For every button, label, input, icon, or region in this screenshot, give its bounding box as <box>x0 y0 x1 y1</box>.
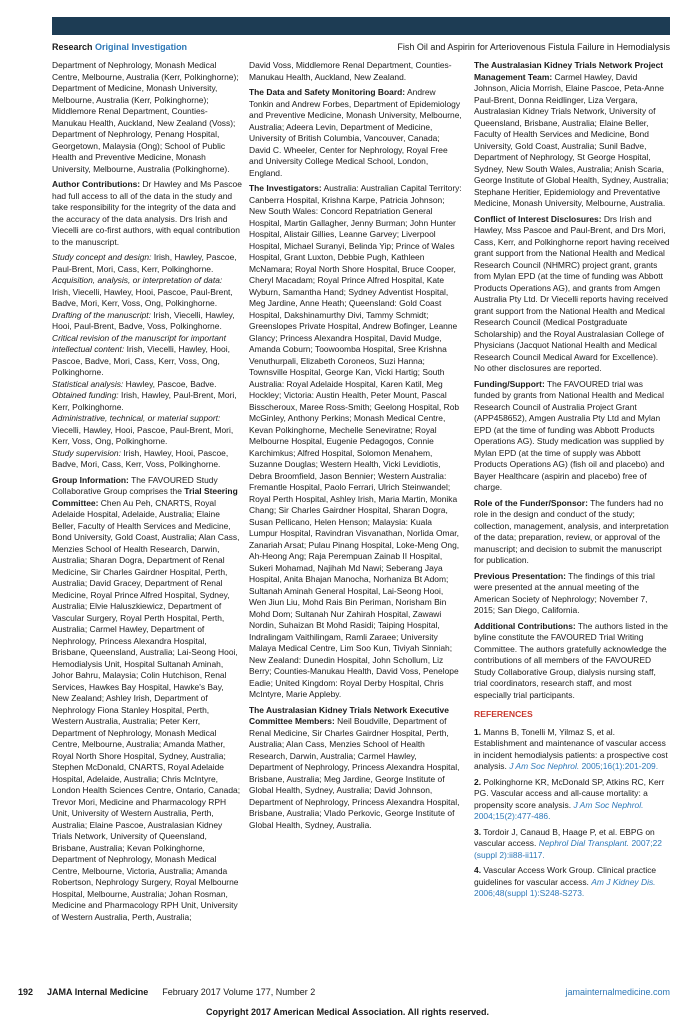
additional-contributions-section: Additional Contributions: The authors listed in the byline constitute the FAVOURED Trial Writing Committee. The authors gratefully acknowledge the contributions of all members of the FAVOURED Study Collaborative Group, dialysis nursing staff, trial coordinators, research staff, and most especially trial participants. <box>474 620 668 700</box>
author-contributions: Author Contributions: Dr Hawley and Ms Pascoe had full access to all of the data in the study and take responsibility for the integrity of the data and the accuracy of the data analysis. Drs Irish and Viecelli are co-first authors, with equal contribution to the manuscript. <box>52 179 242 247</box>
contribution-item: Study supervision: Irish, Hawley, Hooi, Pascoe, Badve, Mori, Cass, Kerr, Voss, Polkinghorne. <box>52 447 229 469</box>
journal-link[interactable]: J Am Soc Nephrol. <box>573 799 644 810</box>
column-1 <box>52 60 242 927</box>
investigators-section: The Investigators: Australia: Australian Capital Territory: Canberra Hospital, Krishna Karpe, Patricia Johnson; New South Wales: Concord Repatriation General Hospital, Martin Gallagher, Jenny Burman; John Hunter Hospital, Alistair Gillies, Leanne Garvey; Liverpool Hospital, Michael Suranyi, Belinda Yip; Prince of Wales Hospital, Grant Luxton, Debbie Pugh, Kathleen McNamara; Royal North Shore Hospital, Bruce Cooper, Cheryl Macadam; Royal Prince Alfred Hospital, Kate Wyburn, Samantha Hand; Sydney Adventist Hospital, Meg Jardine, Anne Heath; Queensland: Gold Coast Hospital, Dakshinamurthy Divi, Tammy Schmidt; Greenslopes Private Hospital, Andrew Bofinger, Leanne Glancy; Princess Alexandra Hospital, David Mudge, Amanda Coburn; Toowoomba Hospital, Sree Krishna Venuthurpali, Elizabeth Coroneos, Suzi Hanna; Townsville Hospital, George Kan, Vicki Hartig; South Australia: Royal Adelaide Hospital, Karen Katil, Meg Hockley; Victoria: Austin Health, Peter Mount, Pascal Bisscheroux, Maree Ross-Smith; Geelong Hospital, Rob McGinley, Anthony Perkins; Monash Medical Centre, Kevan Polkinghorne, Mechelle Seneviratne; Royal Melbourne Hospital, Eugenie Pedagogos, Connie Karchimkus; Alfred Hospital, Solomon Menahem, Suzanne Douglas; Western Health, Vicki Levidiotis, Debra Broomfield, Jason Bennier; Western Australia: Fremantle Hospital, Paolo Ferrari, Ulrich Steinwandel; Royal Perth Hospital, Ashley Irish, Maria Martin, Monika Chang; Sir Charles Gairdner Hospital, Sharan Dogra, Susan Pellicano, Helen Henson; Malaysia: Kuala Lumpur Hospital, Ravindran Visvanathan, Norlida Omar, Zanariah Arsat; Pulau Pinang Hospital, Loke-Meng Ong, Ah-Heong Ang; Raja Perempuan Zainab II Hospital, Sukeri Mohamad, Najihah Md Nawi; Seberang Jaya Hospital, Anita Bhajan Manocha, Norhaniza Bt Adom; Sultanah Aminah General Hospital, Lai-Seong Hooi, Wen Jiun Liu, Mohd Rais Bin Periman, Norisham Bin Mohd Dom; Sultanah Nur Zahirah Hospital, Zawawi Nordin, Suhaizan Bt Mohd Rasidi; Taiping Hospital, Indralingam Vaithilingam, Ramli Zaraee; University Malaya Medical Centre, Lim Soo Kun, Tiviyah Sinniah; New Zealand: Dunedin Hospital, John Schollum, Liz Berry; Counties-Manukau Health, David Voss, Penelope Eadie; United Kingdom: Royal Derby Hospital, Chris McIntyre, Marie Appleby. <box>249 183 462 699</box>
section-label: Research Original Investigation <box>52 42 188 52</box>
dsmb-section: The Data and Safety Monitoring Board: Andrew Tonkin and Andrew Forbes, Department of Epidemiology and Preventive Medicine, Monash University, Melbourne, Australia; Adeera Levin, Department of Medicine, University of British Columbia, Vancouver, Canada; David C. Wheeler, Center for Nephrology, Royal Free and University College Medical School, London, England. <box>249 87 462 178</box>
journal-name: JAMA Internal Medicine <box>47 987 149 997</box>
contribution-list <box>52 252 242 471</box>
journal-link[interactable]: Am J Kidney Dis. <box>591 876 656 887</box>
executive-committee-section: The Australasian Kidney Trials Network Executive Committee Members: Neil Boudville, Department of Renal Medicine, Sir Charles Gairdner Hospital, Perth, Australia; Alan Cass, Menzies School of Health Research, Darwin, Australia; Carmel Hawley, Department of Nephrology, Princess Alexandra Hospital, Brisbane, Australia; Meg Jardine, George Institute of Global Health, Sydney, Australia; David Johnson, Department of Nephrology, Princess Alexandra Hospital, Brisbane, Australia; Vlado Perkovic, George Institute of Global Health, Sydney, Australia. <box>249 704 460 830</box>
reference-list <box>474 727 670 900</box>
affiliations: Department of Nephrology, Monash Medical Centre, Melbourne, Australia (Kerr, Polkinghorne); Department of Medicine, Monash University, Melbourne, Australia (Kerr, Polkinghorne); Middlemore Renal Department, Counties-Manukau Health, Auckland, New Zealand (Voss); Department of Nephrology, Penang Hospital, Georgetown, Malaysia (Ong); School of Public Health and Preventive Medicine, Monash University, Melbourne, Australia (Polkinghorne). <box>52 60 239 174</box>
contribution-item: Obtained funding: Irish, Hawley, Paul-Brent, Mori, Kerr, Polkinghorne. <box>52 390 237 412</box>
conflict-of-interest-section: Conflict of Interest Disclosures: Drs Irish and Hawley, Mss Pascoe and Paul-Brent, and Drs Mori, Cass, Kerr, and Polkinghorne report having received grant support from the National Health and Medical Research Council (NHMRC) project grant, grants from Mylan EPD (at the time of funding was Abbott Products Operations AG), and grants from Amgen Australia Pty Ltd. Dr Viecelli reports having received grant support from the National Health and Medical Research Council (Medical Postgraduate Scholarship) and the Royal Australasian College of Physicians (Jacquot National Health and Medical Research Council Medical Award for Excellence). No other disclosures are reported. <box>474 213 670 373</box>
copyright-notice: Copyright 2017 American Medical Association. All rights reserved. <box>205 1007 490 1017</box>
reference-item: 1. Manns B, Tonelli M, Yilmaz S, et al. Establishment and maintenance of vascular access in incident hemodialysis patients: a prospective cost analysis. J Am Soc Nephrol. 2005;16(1):201-209. <box>474 726 668 771</box>
header-bar <box>52 17 670 35</box>
group-information: Group Information: The FAVOURED Study Collaborative Group comprises the Trial Steering Committee: Chen Au Peh, CNARTS, Royal Adelaide Hospital, Adelaide, Australia; Elaine Beller, Faculty of Health Services and Medicine, Bond University, Gold Coast, Australia; Alan Cass, Menzies School of Health Research, Darwin, Australia; Sharan Dogra, Department of Renal Medicine, Sir Charles Gairdner Hospital, Perth, Australia; David Gracey, Department of Renal Medicine, Royal Prince Alfred Hospital, Sydney, Australia; Elvie Haluszkiewicz, Department of Vascular Surgery, Royal Perth Hospital, Perth, Australia; Carmel Hawley, Department of Nephrology, Princess Alexandra Hospital, Brisbane, Queensland, Australia; Lai-Seong Hooi, Hemodialysis Unit, Hospital Sultanah Aminah, Johor Bahru, Malaysia; Colin Hutchison, Renal Services, Hawkes Bay Hospital, Hawke's Bay, New Zealand; Ashley Irish, Department of Nephrology Fiona Stanley Hospital, Perth, Western Australia, Australia; Peter Kerr, Department of Nephrology, Monash Medical Centre, Melbourne, Australia; Amanda Mather, Royal North Shore Hospital, Sydney, Australia; Stephen McDonald, CNARTS, Royal Adelaide Hospital, Adelaide, Australia; Chris McIntyre, London Health Sciences Centre, Ontario, Canada; Trevor Mori, Medicine and Pharmacology RPH Unit, University of Western Australia, Perth, Australia; Elaine Pascoe, Australasian Kidney Trials Network, University of Queensland, Brisbane, Australia; Kevan Polkinghorne, Department of Nephrology, Monash Medical Centre, Melbourne, Victoria, Australia; Amanda Robertson, Nephrology Surgery, Royal Melbourne Hospital, Melbourne, Australia; Johan Rosman, Medicine and Pharmacology RPH Unit, University of Western Australia, Perth, Australia; <box>52 474 241 922</box>
running-header <box>52 42 670 52</box>
contribution-item: Acquisition, analysis, or interpretation of data: Irish, Viecelli, Hawley, Hooi, Pascoe, Paul-Brent, Badve, Mori, Kerr, Voss, Ong, Polkinghorne. <box>52 275 233 308</box>
subsection-label: Original Investigation <box>95 42 188 52</box>
references-heading: REFERENCES <box>474 709 533 719</box>
column-3 <box>474 60 670 904</box>
running-title: Fish Oil and Aspirin for Arteriovenous Fistula Failure in Hemodialysis <box>397 42 670 52</box>
contribution-item: Administrative, technical, or material support: Viecelli, Hawley, Hooi, Pascoe, Paul-Brent, Mori, Kerr, Voss, Ong, Polkinghorne. <box>52 413 234 446</box>
journal-link[interactable]: Nephrol Dial Transplant. <box>538 838 630 848</box>
footer-left <box>18 987 315 997</box>
funding-section: Funding/Support: The FAVOURED trial was funded by grants from National Health and Medical Research Council of Australia Project Grant (APP458652), Amgen Australia Pty Ltd and Mylan EPD (at the time of funding was Abbott Products Operations AG). Study medication was supplied by Mylan EPD (at the time of supply was Abbott Products Operations AG) (fish oil and placebo) and Bayer Healthcare (aspirin and placebo) free of charge. <box>474 378 665 492</box>
issue-info: February 2017 Volume 177, Number 2 <box>162 987 316 997</box>
reference-item: 3. Tordoir J, Canaud B, Haage P, et al. EBPG on vascular access. Nephrol Dial Transplant. 2007;22 (suppl 2):ii88-ii117. <box>474 826 662 860</box>
journal-website-link[interactable]: jamainternalmedicine.com <box>565 987 670 997</box>
management-team-section: The Australasian Kidney Trials Network Project Management Team: Carmel Hawley, David Johnson, Alicia Morrish, Elaine Pascoe, Peta-Anne Paul-Brent, Donna Reidlinger, Liza Vergara, Australasian Kidney Trials Network, University of Queensland, Brisbane, Australia; Elaine Beller, Faculty of Health Services and Medicine, Bond University, Gold Coast, Australia; Sunil Badve, Department of Nephrology, St George Hospital, Sydney, New South Wales, Australia; Anish Scaria, George Institute of Global Health, Sydney, Australia; Stephane Heritier, Epidemiology and Preventative Medicine, Monash University, Melbourne, Australia. <box>474 60 669 208</box>
contribution-item: Statistical analysis: Hawley, Pascoe, Badve. <box>52 378 217 389</box>
contribution-item: Drafting of the manuscript: Irish, Viecelli, Hawley, Hooi, Paul-Brent, Badve, Voss, Polkinghorne. <box>52 309 235 331</box>
reference-item: 2. Polkinghorne KR, McDonald SP, Atkins RC, Kerr PG. Vascular access and all-cause mortality: a propensity score analysis. J Am Soc Nephrol. 2004;15(2):477-486. <box>474 776 665 821</box>
previous-presentation-section: Previous Presentation: The findings of this trial were presented at the annual meeting of the American Society of Nephrology; November 7, 2015; San Diego, California. <box>474 570 655 615</box>
reference-item: 4. Vascular Access Work Group. Clinical practice guidelines for vascular access. Am J Kidney Dis. 2006;48(suppl 1):S248-S273. <box>474 865 657 898</box>
contribution-item: Critical revision of the manuscript for important intellectual content: Irish, Viecelli, Hawley, Hooi, Pascoe, Badve, Mori, Cass, Kerr, Voss, Ong, Polkinghorne. <box>52 332 230 377</box>
contribution-item: Study concept and design: Irish, Hawley, Pascoe, Paul-Brent, Mori, Cass, Kerr, Polkinghorne. <box>52 252 237 274</box>
journal-link[interactable]: J Am Soc Nephrol. <box>509 761 580 771</box>
role-of-funder-section: Role of the Funder/Sponsor: The funders had no role in the design and conduct of the study; collection, management, analysis, and interpretation of the data; preparation, review, or approval of the manuscript; and decision to submit the manuscript for publication. <box>474 497 669 565</box>
column-2 <box>249 60 462 835</box>
page-footer <box>18 987 670 997</box>
page-number: 192 <box>18 987 34 997</box>
group-continued: David Voss, Middlemore Renal Department, Counties-Manukau Health, Auckland, New Zealand. <box>249 60 452 82</box>
